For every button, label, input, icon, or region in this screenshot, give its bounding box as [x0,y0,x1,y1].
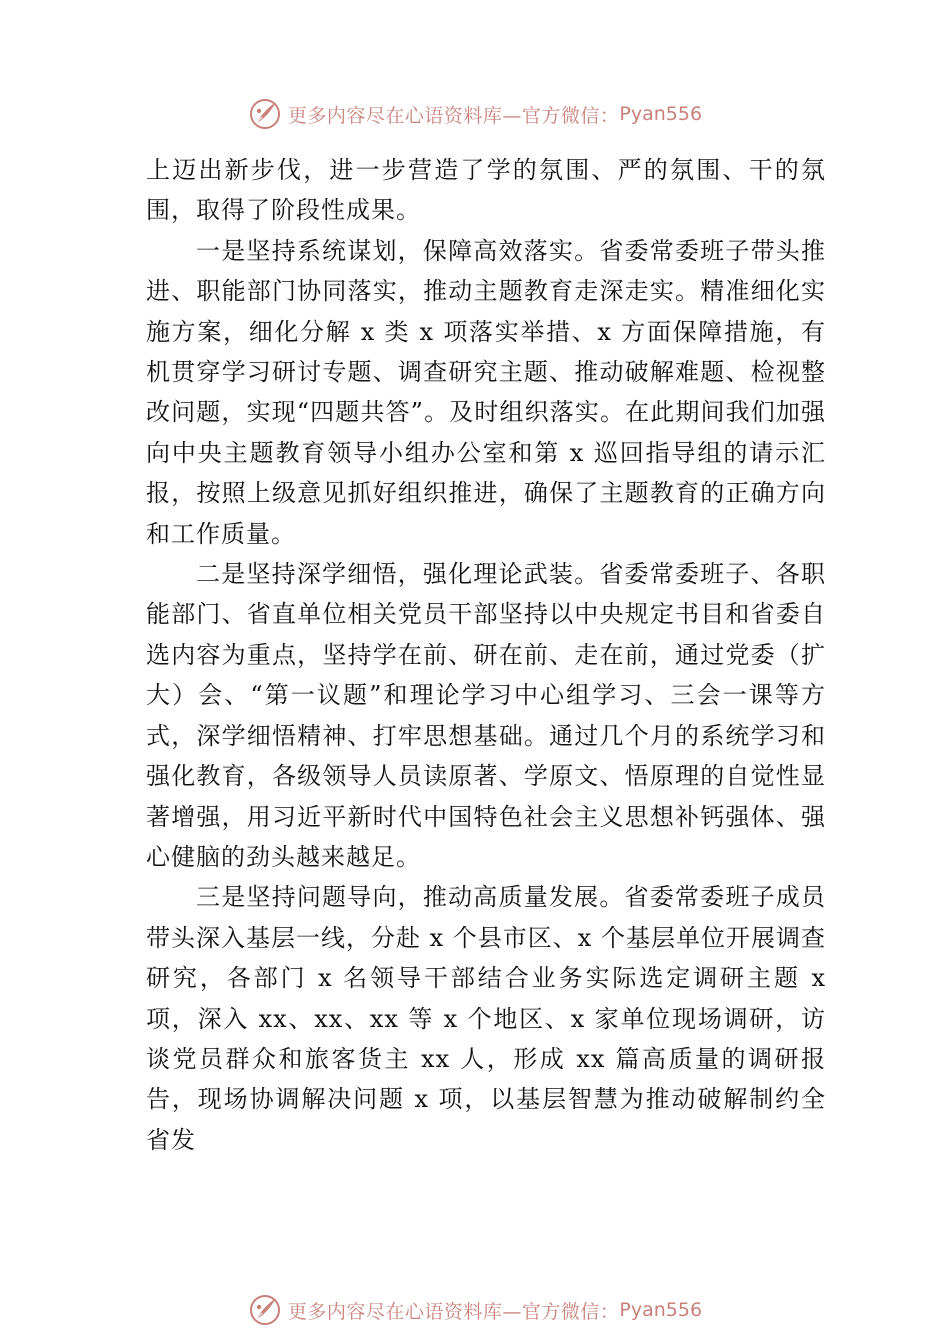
watermark-text: 更多内容尽在心语资料库—官方微信： [287,104,620,127]
quill-pen-logo-icon [248,1293,282,1327]
header-watermark [0,94,950,134]
document-body [146,150,826,1160]
paragraph-problem-oriented: 三是坚持问题导向，推动高质量发展。省委常委班子成员带头深入基层一线，分赴 x 个县市区、x 个基层单位开展调查研究，各部门 x 名领导干部结合业务实际选定调研主题 x 项，深入 xx、xx、xx 等 x 个地区、x 家单位现场调研，访谈党员群众和旅客货主 xx 人，形成 xx 篇高质量的调研报告，现场协调解决问题 x 项，以基层智慧为推动破解制约全省发 [146,883,826,1154]
paragraph-systematic-planning: 一是坚持系统谋划，保障高效落实。省委常委班子带头推进、职能部门协同落实，推动主题教育走深走实。精准细化实施方案，细化分解 x 类 x 项落实举措、x 方面保障措施，有机贯穿学习研讨专题、调查研究主题、推动破解难题、检视整改问题，实现“四题共答”。及时组织落实。在此期间我们加强向中央主题教育领导小组办公室和第 x 巡回指导组的请示汇报，按照上级意见抓好组织推进，确保了主题教育的正确方向和工作质量。 [146,236,826,548]
quill-pen-logo-icon [248,97,282,131]
watermark-contact: Pyan556 [619,103,703,125]
watermark-text: 更多内容尽在心语资料库—官方微信： [287,1300,620,1323]
watermark-contact: Pyan556 [619,1299,703,1321]
footer-watermark [0,1290,950,1330]
paragraph-deep-study: 二是坚持深学细悟，强化理论武装。省委常委班子、各职能部门、省直单位相关党员干部坚持以中央规定书目和省委自选内容为重点，坚持学在前、研在前、走在前，通过党委（扩大）会、“第一议题”和理论学习中心组学习、三会一课等方式，深学细悟精神、打牢思想基础。通过几个月的系统学习和强化教育，各级领导人员读原著、学原文、悟原理的自觉性显著增强，用习近平新时代中国特色社会主义思想补钙强体、强心健脑的劲头越来越足。 [146,560,826,871]
paragraph-continuation: 上迈出新步伐，进一步营造了学的氛围、严的氛围、干的氛围，取得了阶段性成果。 [146,156,826,225]
